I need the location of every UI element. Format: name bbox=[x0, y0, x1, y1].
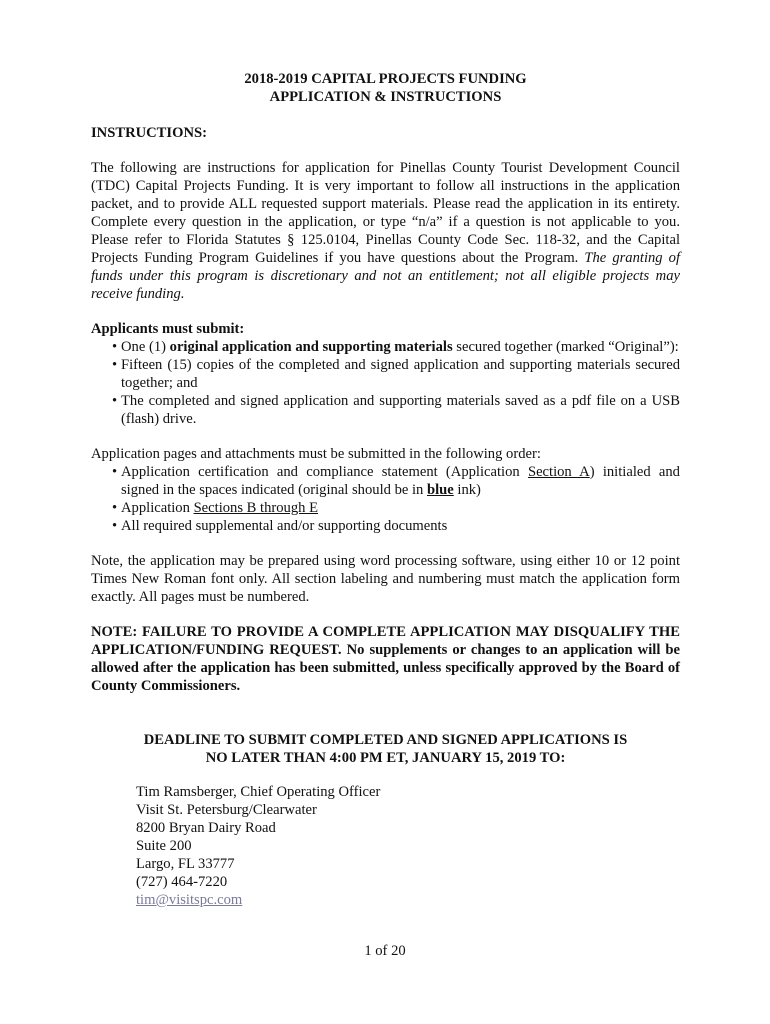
item-text: Application certification and compliance statement (Application bbox=[121, 464, 528, 480]
item-text: One (1) bbox=[121, 339, 170, 355]
list-item bbox=[91, 499, 680, 517]
title-line-2: APPLICATION & INSTRUCTIONS bbox=[269, 89, 502, 105]
intro-italic-text: The granting of funds under this program is discretionary and not an entitlement; not all eligible projects may receive funding. bbox=[91, 250, 681, 302]
list-item bbox=[91, 338, 680, 356]
contact-name: Tim Ramsberger, Chief Operating Officer bbox=[136, 784, 381, 800]
bullet-icon: • bbox=[112, 339, 118, 355]
item-bold-text: original application and supporting materials bbox=[169, 339, 453, 355]
intro-text: The following are instructions for application for Pinellas County Tourist Development Council (TDC) Capital Projects Funding. It is very important to follow all instructions in the application packet, and to provide ALL requested support materials. Please read the application in its entirety. Complete every question in the application, or type “n/a” if a question is not applicable to you. Please refer to Florida Statutes § 125.0104, Pinellas County Code Sec. 118-32, and the Capital Projects Funding Program Guidelines if you have questions about the Program. bbox=[91, 160, 680, 266]
submit-heading: Applicants must submit: bbox=[91, 321, 245, 337]
blue-ink-emphasis: blue bbox=[427, 482, 454, 498]
item-text: All required supplemental and/or supporting documents bbox=[121, 518, 448, 534]
mailing-address bbox=[136, 783, 680, 909]
item-text: Fifteen (15) copies of the completed and signed application and supporting materials secured together; and bbox=[121, 357, 680, 391]
bullet-icon: • bbox=[112, 357, 118, 373]
list-item bbox=[91, 463, 680, 499]
bullet-icon: • bbox=[112, 500, 118, 516]
contact-organization: Visit St. Petersburg/Clearwater bbox=[136, 802, 317, 818]
section-a-reference: Section A bbox=[527, 464, 590, 480]
warning-rest-text: No supplements or changes to an application will be allowed after the application has been submitted, unless specifically approved by the Board of County Commissioners. bbox=[91, 642, 680, 694]
document-page bbox=[91, 70, 680, 909]
order-intro: Application pages and attachments must be submitted in the following order: bbox=[91, 446, 541, 462]
contact-suite: Suite 200 bbox=[136, 838, 192, 854]
item-text: ink) bbox=[453, 482, 481, 498]
item-text: ) initialed and signed in the spaces indicated (original should be in bbox=[121, 464, 680, 498]
item-text: The completed and signed application and supporting materials saved as a pdf file on a USB (flash) drive. bbox=[121, 393, 680, 427]
bullet-icon: • bbox=[112, 518, 118, 534]
order-list bbox=[91, 463, 680, 535]
deadline-line-2: NO LATER THAN 4:00 PM ET, JANUARY 15, 2019 TO: bbox=[205, 750, 566, 766]
list-item bbox=[91, 356, 680, 392]
document-title bbox=[91, 70, 680, 106]
warning-caps-text: NOTE: FAILURE TO PROVIDE A COMPLETE APPLICATION MAY DISQUALIFY THE APPLICATION/FUNDING REQUEST. bbox=[91, 624, 680, 658]
intro-paragraph bbox=[91, 159, 680, 303]
list-item bbox=[91, 392, 680, 428]
bullet-icon: • bbox=[112, 393, 118, 409]
page-number: 1 of 20 bbox=[364, 943, 406, 959]
deadline-line-1: DEADLINE TO SUBMIT COMPLETED AND SIGNED APPLICATIONS IS bbox=[143, 732, 628, 748]
contact-city: Largo, FL 33777 bbox=[136, 856, 235, 872]
list-item bbox=[91, 517, 680, 535]
contact-street: 8200 Bryan Dairy Road bbox=[136, 820, 276, 836]
warning-note bbox=[91, 623, 680, 695]
contact-phone: (727) 464-7220 bbox=[136, 874, 228, 890]
sections-b-e-reference: Sections B through E bbox=[193, 500, 319, 516]
instructions-heading: INSTRUCTIONS: bbox=[91, 125, 207, 141]
item-text: Application bbox=[121, 500, 194, 516]
contact-email-link[interactable]: tim@visitspc.com bbox=[136, 892, 243, 908]
submit-list bbox=[91, 338, 680, 428]
item-text: secured together (marked “Original”): bbox=[452, 339, 679, 355]
formatting-note: Note, the application may be prepared using word processing software, using either 10 or 12 point Times New Roman font only. All section labeling and numbering must match the application form exactly. All pages must be numbered. bbox=[91, 553, 680, 605]
title-line-1: 2018-2019 CAPITAL PROJECTS FUNDING bbox=[244, 71, 527, 87]
deadline-notice bbox=[91, 731, 680, 767]
bullet-icon: • bbox=[112, 464, 118, 480]
